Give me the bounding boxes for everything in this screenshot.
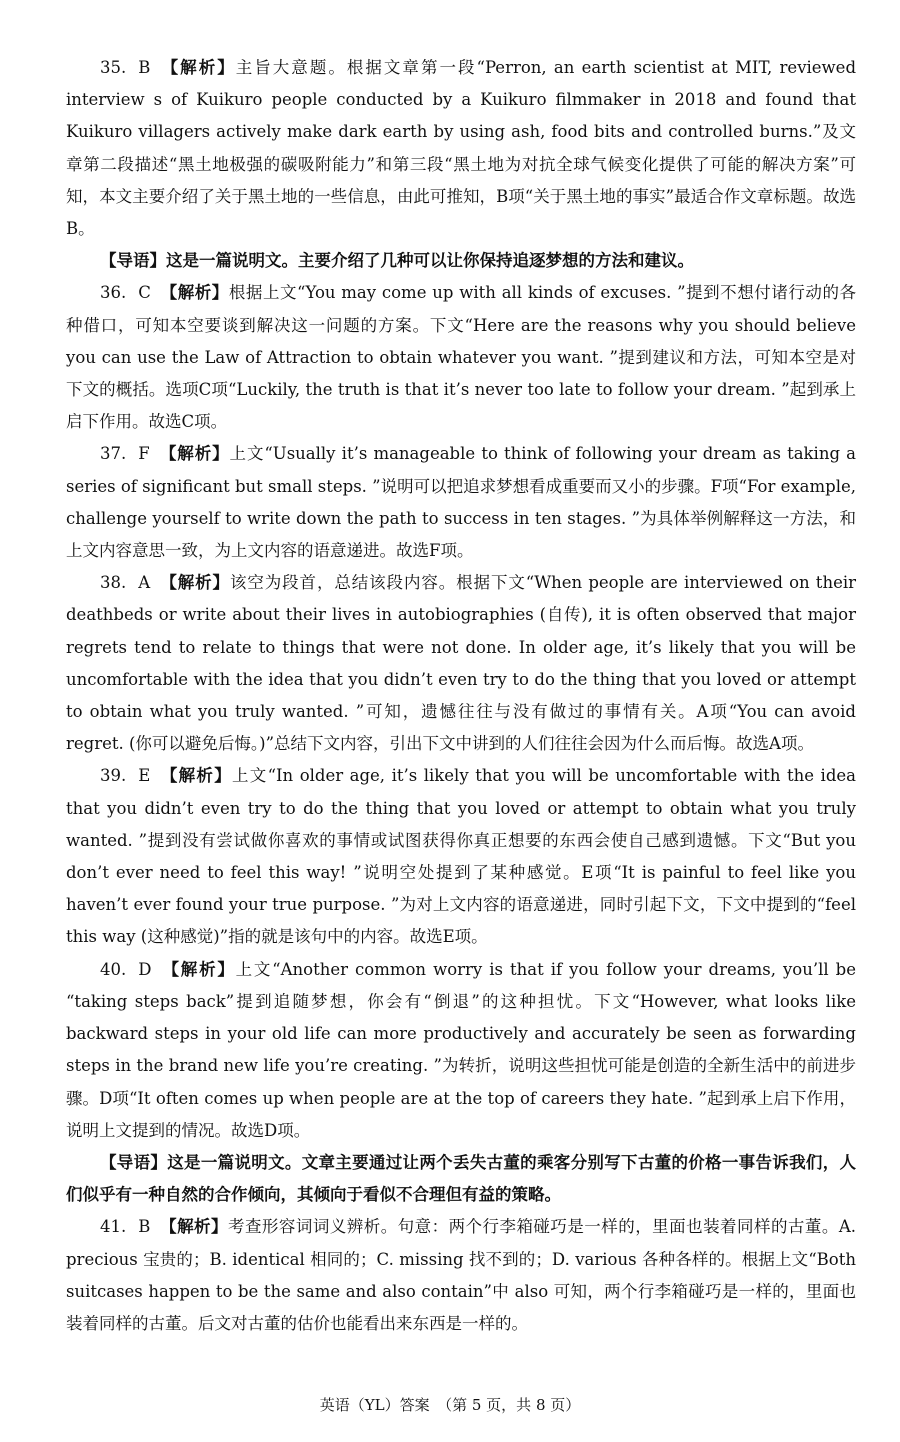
analysis-tag: 【解析】 [162,959,236,979]
analysis-text: 上文“Usually it’s manageable to think of following your dream as taking a series of significant but small steps. ”说明可以把追求梦想看成重要而又小的步骤。F项“For example, challenge yourself to write down the path to success in ten stages. ”为具体举例解释这一方法，和上文内容意思一致，为上文内容的语意递进。故选F项。 [66,444,857,561]
answer-39 [66,760,856,953]
answer-35 [66,52,856,245]
guide-tag: 【导语】 [100,1152,168,1172]
question-number: 40. [100,959,127,979]
analysis-tag: 【解析】 [161,58,236,77]
guide-passage-b [66,245,856,277]
question-number: 35. [100,58,127,77]
analysis-text: 上文“Another common worry is that if you follow your dreams, you’ll be “taking steps back”提到追随梦想，你会有“倒退”的这种担忧。下文“However, what looks like backward steps in your old life can more productively and accurately be seen as forwarding steps in the brand new life you’re creating. ”为转折，说明这些担忧可能是创造的全新生活中的前进步骤。D项“It often comes up when people are at the top of careers they hate. ”起到承上启下作用，说明上文提到的情况。故选D项。 [66,959,856,1140]
answer-38 [66,567,856,760]
answer-key-page [66,52,856,1340]
question-number: 37. [100,444,127,464]
guide-tag: 【导语】 [100,251,166,271]
answer-letter: B [138,1217,151,1237]
analysis-tag: 【解析】 [160,1217,228,1237]
guide-passage-c [66,1147,856,1211]
answer-37 [66,438,856,567]
question-number: 36. [100,283,127,303]
answer-letter: F [138,444,150,464]
analysis-tag: 【解析】 [160,573,230,593]
analysis-tag: 【解析】 [159,444,230,464]
answer-40 [66,954,856,1147]
question-number: 39. [100,766,127,786]
answer-letter: D [138,959,152,979]
answer-letter: C [138,283,151,303]
analysis-text: 考查形容词词义辨析。句意：两个行李箱碰巧是一样的，里面也装着同样的古董。A. precious 宝贵的；B. identical 相同的；C. missing 找不到的；D. various 各种各样的。根据上文“Both suitcases happen to be the same and also contain”中 also 可知，两个行李箱碰巧是一样的，里面也装着同样的古董。后文对古董的估价也能看出来东西是一样的。 [66,1217,856,1333]
answer-letter: A [138,573,151,593]
guide-text: 这是一篇说明文。主要介绍了几种可以让你保持追逐梦想的方法和建议。 [166,251,694,271]
guide-text: 这是一篇说明文。文章主要通过让两个丢失古董的乘客分别写下古董的价格一事告诉我们，人们似乎有一种自然的合作倾向，其倾向于看似不合理但有益的策略。 [66,1152,857,1205]
question-number: 41. [100,1217,127,1237]
analysis-text: 根据上文“You may come up with all kinds of excuses. ”提到不想付诸行动的各种借口，可知本空要谈到解决这一问题的方案。下文“Here are the reasons why you should believe you can use the Law of Attraction to obtain whatever you want. ”提到建议和方法，可知本空是对下文的概括。选项C项“Luckily, the truth is that it’s never too late to follow your dream. ”起到承上启下作用。故选C项。 [66,283,857,432]
page-footer: 英语（YL）答案 （第 5 页，共 8 页） [319,1396,581,1414]
analysis-text: 上文“In older age, it’s likely that you will be uncomfortable with the idea that you didn’t even try to do the thing that you loved or attempt to obtain what you truly wanted. ”提到没有尝试做你喜欢的事情或试图获得你真正想要的东西会使自己感到遗憾。下文“But you don’t ever need to feel this way! ”说明空处提到了某种感觉。E项“It is painful to feel like you haven’t ever found your true purpose. ”为对上文内容的语意递进，同时引起下文，下文中提到的“feel this way (这种感觉)”指的就是该句中的内容。故选E项。 [66,766,857,947]
analysis-text: 该空为段首，总结该段内容。根据下文“When people are interviewed on their deathbeds or write about their lives in autobiographies (自传), it is often observed that major regrets tend to relate to things that were not done. In older age, it’s likely that you will be uncomfortable with the idea that you didn’t even try to do the thing that you loved or attempt to obtain what you truly wanted. ”可知，遗憾往往与没有做过的事情有关。A项“You can avoid regret. (你可以避免后悔。)”总结下文内容，引出下文中讲到的人们往往会因为什么而后悔。故选A项。 [66,573,856,754]
answer-41 [66,1211,856,1340]
analysis-text: 主旨大意题。根据文章第一段“Perron, an earth scientist at MIT, reviewed interview s of Kuikuro people conducted by a Kuikuro filmmaker in 2018 and found that Kuikuro villagers actively make dark earth by using ash, food bits and controlled burns.”及文章第二段描述“黑土地极强的碳吸附能力”和第三段“黑土地为对抗全球气候变化提供了可能的解决方案”可知，本文主要介绍了关于黑土地的一些信息，由此可推知，B项“关于黑土地的事实”最适合作文章标题。故选B。 [66,58,857,239]
answer-letter: B [138,58,151,77]
question-number: 38. [100,573,127,593]
answer-letter: E [138,766,151,786]
analysis-tag: 【解析】 [160,283,229,303]
answer-36 [66,277,856,438]
analysis-tag: 【解析】 [160,766,232,786]
